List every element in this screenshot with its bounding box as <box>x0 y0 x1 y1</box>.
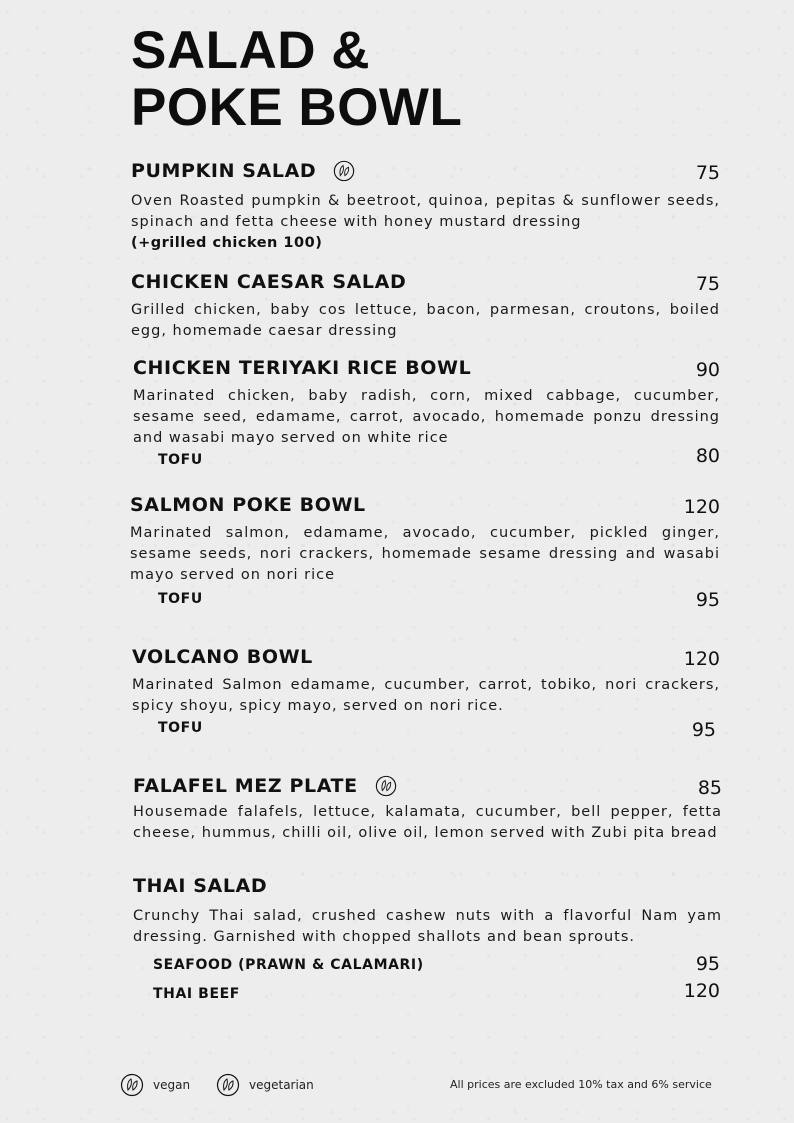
option-label: THAI BEEF <box>153 986 240 1002</box>
menu-item-name <box>133 357 471 379</box>
legend-vegan <box>120 1073 190 1097</box>
vegan-icon <box>120 1073 144 1097</box>
item-price: 85 <box>697 777 722 799</box>
vegetarian-icon <box>216 1073 240 1097</box>
option-label: SEAFOOD (PRAWN & CALAMARI) <box>153 957 424 973</box>
menu-item-name <box>132 646 313 668</box>
title-line-2: POKE BOWL <box>131 78 463 137</box>
legend-vegetarian-label: vegetarian <box>249 1078 314 1092</box>
legend-vegan-label: vegan <box>153 1078 191 1092</box>
item-name-text: SALMON POKE BOWL <box>130 494 366 516</box>
option-price: 95 <box>691 719 716 741</box>
item-name-text: THAI SALAD <box>133 875 268 897</box>
item-description: Grilled chicken, baby cos lettuce, bacon, parmesan, croutons, boiled egg, homemade caesar dressing <box>131 302 720 339</box>
item-price: 75 <box>695 162 720 184</box>
item-name-text: VOLCANO BOWL <box>132 646 313 668</box>
option-price: 80 <box>695 445 720 467</box>
item-description: Crunchy Thai salad, crushed cashew nuts with a flavorful Nam yam dressing. Garnished with chopped shallots and bean sprouts. <box>133 908 722 945</box>
vegetarian-icon <box>333 160 355 182</box>
item-name-text: CHICKEN CAESAR SALAD <box>131 271 407 293</box>
option-price: 95 <box>695 589 720 611</box>
item-price: 75 <box>695 273 720 295</box>
item-description: Marinated chicken, baby radish, corn, mixed cabbage, cucumber, sesame seed, edamame, carrot, avocado, homemade ponzu dressing and wasabi mayo served on white rice <box>133 388 720 446</box>
title-line-1: SALAD & <box>131 21 371 80</box>
item-description: Marinated salmon, edamame, avocado, cucumber, pickled ginger, sesame seeds, nori crackers, homemade sesame dressing and wasabi mayo served on nori rice <box>130 525 720 583</box>
menu-item-name <box>133 875 267 897</box>
option-price: 120 <box>683 980 720 1002</box>
item-name-text: FALAFEL MEZ PLATE <box>133 775 358 797</box>
price-note: All prices are excluded 10% tax and 6% service <box>450 1078 712 1091</box>
item-price: 120 <box>683 496 720 518</box>
item-addon: (+grilled chicken 100) <box>131 235 323 251</box>
option-price: 95 <box>695 953 720 975</box>
option-label: TOFU <box>158 591 203 607</box>
menu-item-name <box>130 494 366 516</box>
item-description: Oven Roasted pumpkin & beetroot, quinoa, pepitas & sunflower seeds, spinach and fetta cheese with honey mustard dressing <box>131 193 720 230</box>
option-label: TOFU <box>158 452 203 468</box>
vegan-icon <box>375 775 397 797</box>
item-price: 120 <box>683 648 720 670</box>
legend-vegetarian <box>216 1073 314 1097</box>
menu-item-name <box>131 271 406 293</box>
item-name-text: PUMPKIN SALAD <box>131 160 317 182</box>
option-label: TOFU <box>158 720 203 736</box>
item-description: Marinated Salmon edamame, cucumber, carrot, tobiko, nori crackers, spicy shoyu, spicy mayo, served on nori rice. <box>132 677 720 714</box>
item-description: Housemade falafels, lettuce, kalamata, cucumber, bell pepper, fetta cheese, hummus, chilli oil, olive oil, lemon served with Zubi pita bread <box>133 804 722 841</box>
item-name-text: CHICKEN TERIYAKI RICE BOWL <box>133 357 472 379</box>
menu-item-name <box>131 160 355 182</box>
item-price: 90 <box>695 359 720 381</box>
menu-item-name <box>133 775 397 797</box>
page-title <box>131 22 462 136</box>
